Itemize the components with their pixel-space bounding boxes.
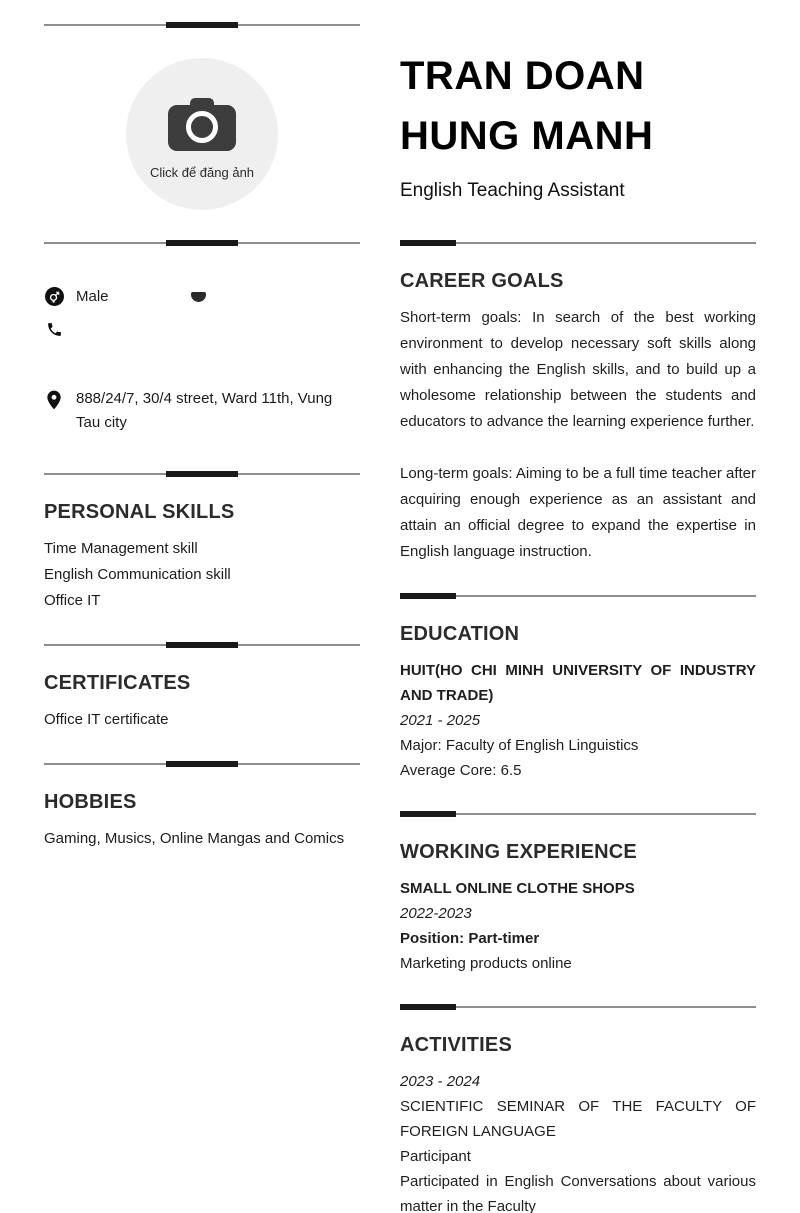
section-title: CERTIFICATES — [44, 672, 191, 694]
list-item: Gaming, Musics, Online Mangas and Comics — [44, 830, 345, 847]
activities-desc: Participated in English Conversations about various matter in the Faculty — [400, 1173, 756, 1213]
experience-position: Position: Part-timer — [400, 930, 540, 947]
experience-years: 2022-2023 — [400, 905, 472, 922]
activities-years: 2023 - 2024 — [400, 1073, 481, 1090]
activities-event: SCIENTIFIC SEMINAR OF THE FACULTY OF FOREIGN LANGUAGE — [400, 1098, 756, 1140]
list-item: Office IT — [44, 592, 101, 609]
address-value: 888/24/7, 30/4 street, Ward 11th, Vung Tau city — [76, 390, 333, 431]
phone-row — [44, 317, 360, 341]
partial-glyph-icon — [191, 292, 206, 302]
divider — [400, 240, 756, 246]
divider — [400, 1004, 756, 1010]
list-item: Time Management skill — [44, 540, 198, 557]
address-row — [44, 387, 360, 435]
section-working-experience — [400, 841, 756, 1010]
divider-bar — [400, 593, 456, 599]
divider-bar — [400, 240, 456, 246]
section-activities — [400, 1034, 756, 1213]
camera-icon — [165, 96, 239, 154]
divider — [400, 811, 756, 817]
list-item: Office IT certificate — [44, 711, 169, 728]
section-personal-skills — [44, 501, 360, 648]
gender-value: Male — [76, 287, 109, 305]
gender-icon — [44, 287, 64, 306]
candidate-name — [400, 46, 756, 166]
education-years: 2021 - 2025 — [400, 712, 481, 729]
career-paragraph-1: Short-term goals: In search of the best working environment to develop necessary soft skills along with enhancing the English skills, and to build up a wholesome relationship between the students and educators to advance the learning experience further. — [400, 309, 756, 430]
divider-bar — [166, 761, 238, 767]
section-education — [400, 623, 756, 817]
education-gpa: Average Core: 6.5 — [400, 762, 522, 779]
divider — [44, 240, 360, 246]
divider — [44, 642, 360, 648]
experience-desc: Marketing products online — [400, 955, 572, 972]
divider — [44, 761, 360, 767]
section-career-goals — [400, 270, 756, 599]
photo-upload-label: Click để đăng ảnh — [149, 165, 255, 180]
spacer — [400, 435, 756, 461]
section-certificates — [44, 672, 360, 767]
company-name: SMALL ONLINE CLOTHE SHOPS — [400, 880, 635, 897]
list-item: English Communication skill — [44, 566, 231, 583]
section-title: PERSONAL SKILLS — [44, 501, 235, 523]
section-title: ACTIVITIES — [400, 1034, 513, 1056]
section-title: HOBBIES — [44, 791, 137, 813]
job-title: English Teaching Assistant — [400, 180, 625, 201]
divider — [44, 22, 360, 28]
name-line-1: TRAN DOAN — [400, 54, 645, 98]
section-title: CAREER GOALS — [400, 270, 564, 292]
divider-bar — [166, 471, 238, 477]
right-column — [400, 0, 756, 1213]
divider-bar — [166, 642, 238, 648]
divider — [44, 471, 360, 477]
divider-bar — [166, 22, 238, 28]
activities-role: Participant — [400, 1148, 471, 1165]
photo-area — [44, 58, 360, 210]
section-title: WORKING EXPERIENCE — [400, 841, 637, 863]
phone-icon — [44, 321, 64, 338]
contact-block — [44, 284, 360, 435]
divider — [400, 593, 756, 599]
education-major: Major: Faculty of English Linguistics — [400, 737, 639, 754]
divider-bar — [166, 240, 238, 246]
gender-row — [44, 284, 360, 308]
location-icon — [44, 390, 64, 410]
photo-upload[interactable] — [126, 58, 278, 210]
divider-bar — [400, 1004, 456, 1010]
career-paragraph-2: Long-term goals: Aiming to be a full time teacher after acquiring enough experience as an assistant and attain an official degree to expand the expertise in English language instruction. — [400, 465, 757, 560]
left-column — [44, 0, 360, 852]
section-title: EDUCATION — [400, 623, 520, 645]
section-hobbies — [44, 791, 360, 852]
divider-bar — [400, 811, 456, 817]
name-line-2: HUNG MANH — [400, 114, 654, 158]
school-name: HUIT(HO CHI MINH UNIVERSITY OF INDUSTRY AND TRADE) — [400, 662, 756, 704]
